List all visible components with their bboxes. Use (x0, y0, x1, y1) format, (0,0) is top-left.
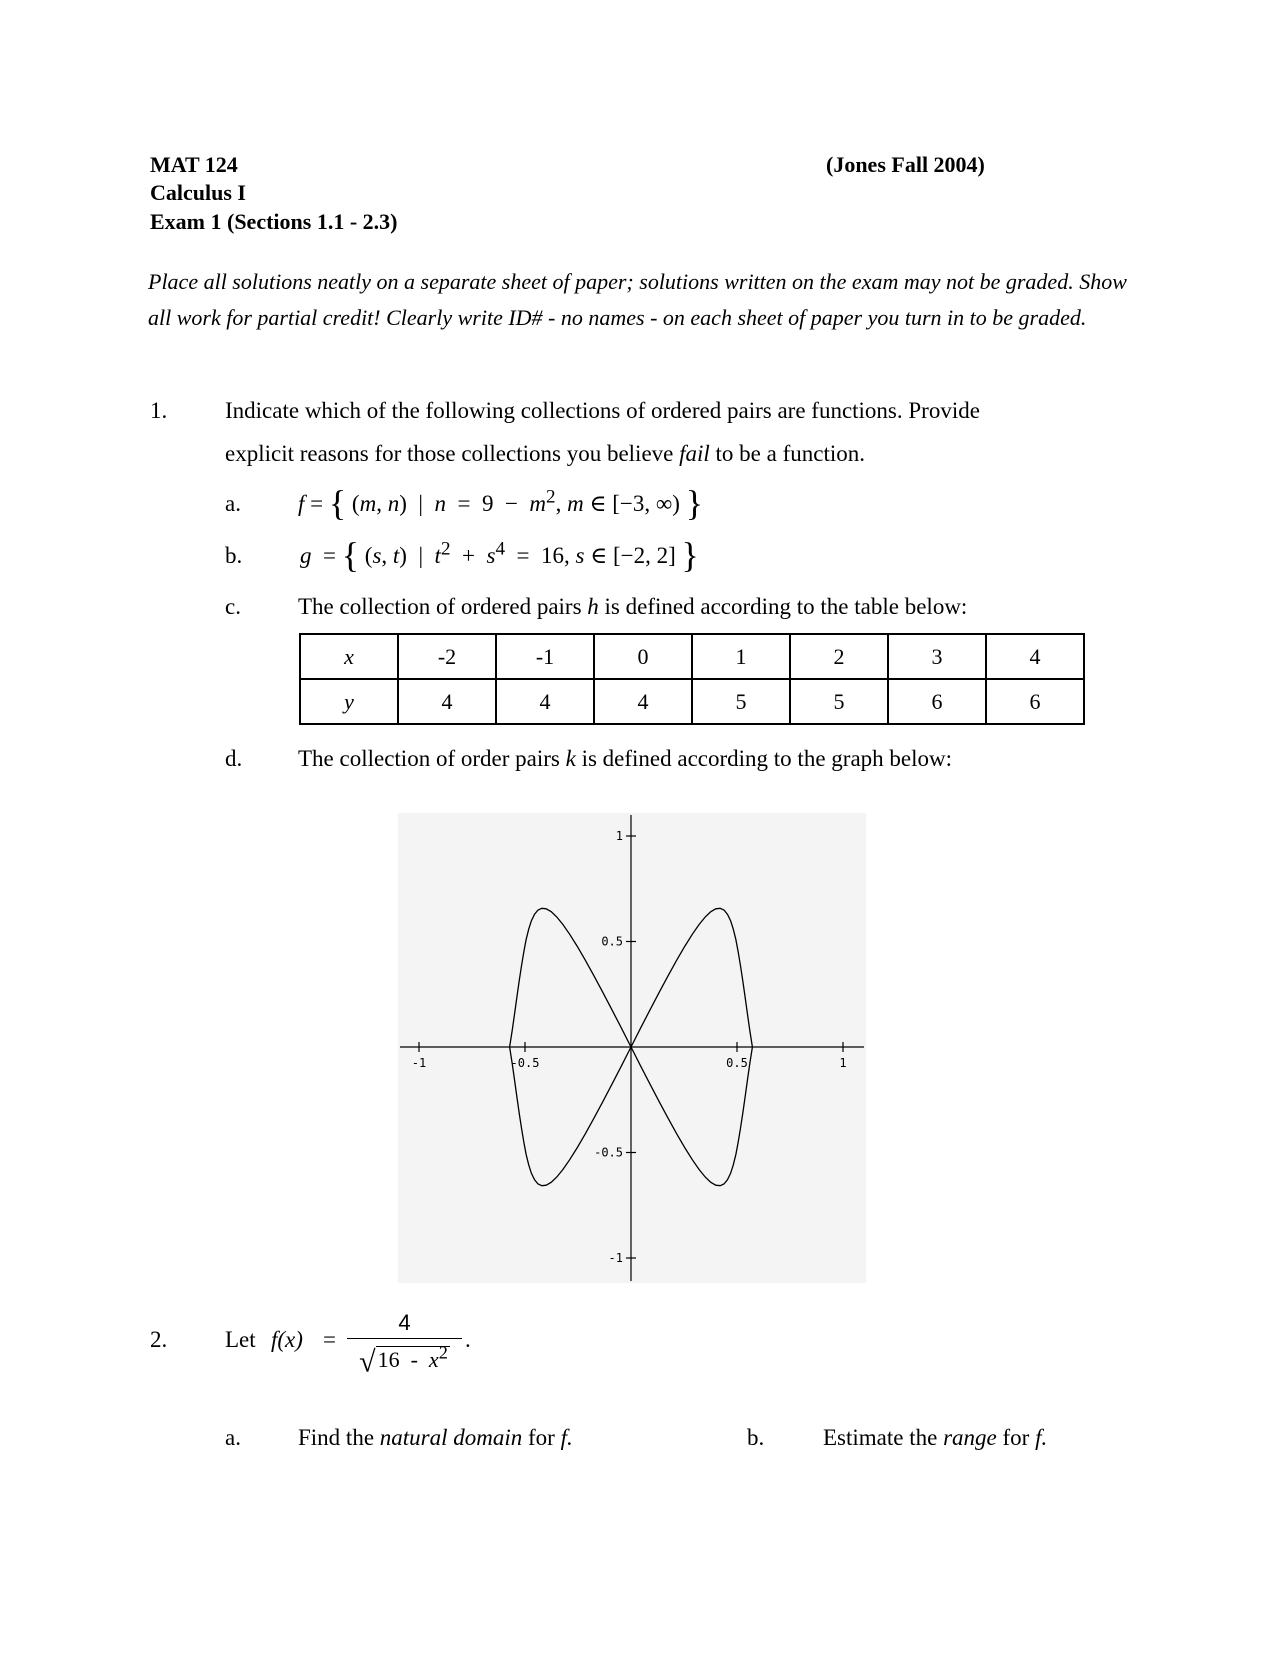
table-cell: 4 (398, 679, 496, 724)
table-cell: -2 (398, 634, 496, 679)
x-tick-label: -0.5 (510, 1056, 540, 1070)
table-cell: 6 (888, 679, 986, 724)
y-tick-label: 1 (615, 829, 623, 843)
q1d-label: d. (225, 746, 243, 771)
fraction-numerator: 4 (398, 1310, 411, 1335)
q2-let: Let (225, 1327, 256, 1352)
q1b-set: g = { (s, t) | $t^2 + s^4 = 16$, s ∈ [−2, 2] } (300, 535, 699, 575)
x-tick-label: 0.5 (726, 1056, 748, 1070)
table-cell: 0 (594, 634, 692, 679)
fraction-denominator: $√16 - x^2$ (347, 1338, 462, 1379)
q2a-label: a. (225, 1425, 241, 1450)
table-header-x: x (300, 634, 398, 679)
q2-period: . (465, 1327, 471, 1352)
table-cell: 3 (888, 634, 986, 679)
table-cell: 5 (790, 679, 888, 724)
table-cell: 2 (790, 634, 888, 679)
y-tick-label: -0.5 (594, 1145, 623, 1160)
q2b-text: Estimate the range for f. (823, 1425, 1048, 1450)
q1b-label: b. (225, 543, 243, 568)
table-row-x (300, 634, 1084, 679)
y-tick-label: 0.5 (601, 934, 623, 949)
table-cell: 5 (692, 679, 790, 724)
table-row-y (300, 679, 1084, 724)
q1c-text: The collection of ordered pairs h is defined according to the table below: (298, 594, 968, 619)
q1-line1: Indicate which of the following collections of ordered pairs are functions. Provide (225, 398, 980, 423)
table-cell: 4 (594, 679, 692, 724)
instructor-term: (Jones Fall 2004) (826, 152, 985, 177)
graph-k (398, 813, 866, 1283)
q1d-text: The collection of order pairs k is defined according to the graph below: (298, 746, 952, 771)
table-cell: 1 (692, 634, 790, 679)
x-tick-label: -1 (411, 1056, 427, 1070)
q1-number: 1. (150, 398, 168, 423)
q1-line2: explicit reasons for those collections you believe fail to be a function. (225, 441, 866, 466)
q2b-label: b. (747, 1425, 765, 1450)
q1a-label: a. (225, 491, 241, 516)
q2-number: 2. (150, 1327, 168, 1352)
q2a-text: Find the natural domain for f. (298, 1425, 573, 1450)
exam-title: Exam 1 (Sections 1.1 - 2.3) (150, 209, 398, 234)
q1a-set: f = { (m, n) | $n = 9 - m^2$, m ∈ [−3, ∞) } (298, 483, 703, 523)
table-cell: 6 (986, 679, 1084, 724)
ordered-pairs-table (299, 633, 1085, 725)
course-name: Calculus I (150, 180, 246, 205)
table-header-y: y (300, 679, 398, 724)
q2-fraction (347, 1310, 462, 1379)
q2-equals: = (323, 1327, 336, 1352)
y-tick-label: -1 (608, 1251, 623, 1265)
course-code: MAT 124 (150, 152, 238, 177)
x-tick-label: 1 (839, 1056, 847, 1070)
q1c-label: c. (225, 594, 241, 619)
q2-function: f(x) (271, 1327, 303, 1352)
instructions: Place all solutions neatly on a separate sheet of paper; solutions written on the exam may not be graded. Show all work for partial credit! Clearly write ID# - no names - on each sheet of paper you turn in to be graded. (148, 269, 1127, 330)
table-cell: -1 (496, 634, 594, 679)
table-cell: 4 (986, 634, 1084, 679)
table-cell: 4 (496, 679, 594, 724)
